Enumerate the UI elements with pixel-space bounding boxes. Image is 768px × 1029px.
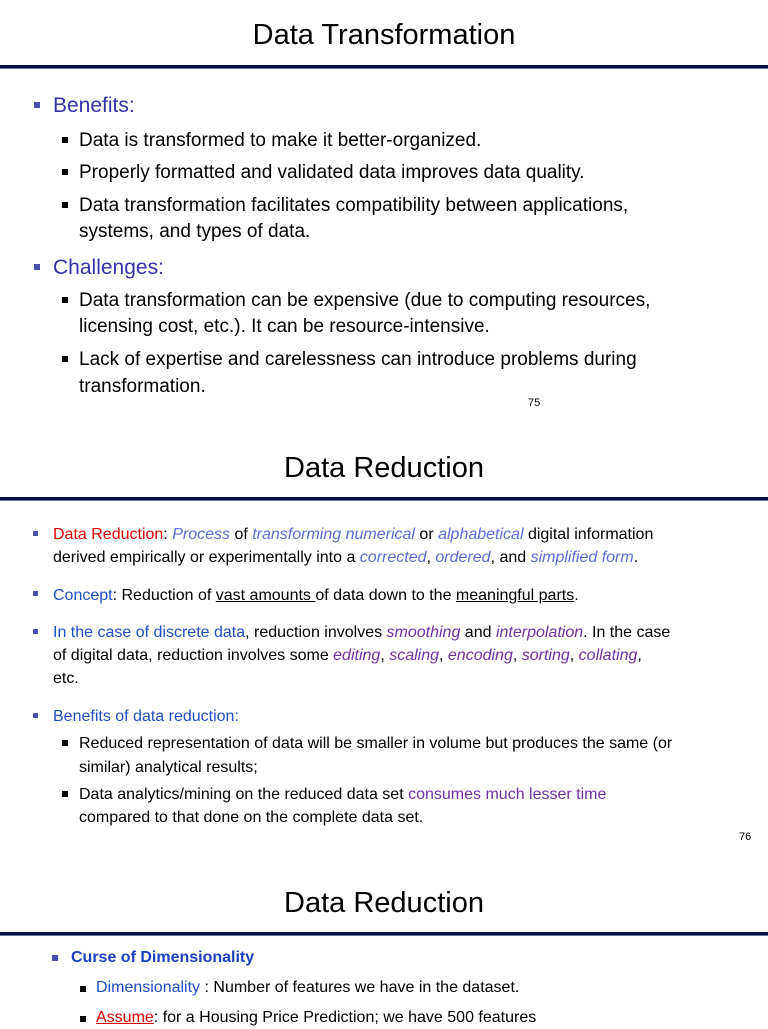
text: .: [574, 587, 579, 604]
slide-title: Data Reduction: [284, 452, 484, 484]
term-data-reduction: Data Reduction: [53, 526, 164, 543]
slide-title: Data Transformation: [252, 19, 516, 51]
term-transforming: transforming numerical: [252, 526, 415, 543]
term-concept: Concept: [53, 587, 113, 604]
text: or: [414, 526, 439, 543]
reduction-benefit-item-cont: similar) analytical results;: [79, 759, 258, 776]
text: : Reduction of: [112, 587, 216, 604]
challenge-item-cont: transformation.: [79, 376, 206, 397]
term-alphabetical: alphabetical: [438, 526, 524, 543]
term-meaningful-parts: meaningful parts: [455, 587, 575, 604]
text: : Number of features we have in the dataset.: [200, 979, 520, 996]
benefits-of-reduction-heading: Benefits of data reduction:: [53, 708, 239, 725]
reduction-benefit-item-cont: compared to that done on the complete data set.: [79, 809, 424, 826]
term-interpolation: interpolation: [495, 624, 584, 641]
bullet-icon: [52, 955, 58, 961]
benefit-item-cont: systems, and types of data.: [79, 221, 311, 242]
text: : for a Housing Price Prediction; we have 500 features: [153, 1009, 537, 1026]
term-scaling: scaling: [389, 647, 440, 664]
text: of digital data, reduction involves some: [53, 647, 334, 664]
challenge-item: Data transformation can be expensive (due to computing resources,: [79, 290, 651, 311]
challenge-item-cont: licensing cost, etc.). It can be resource-intensive.: [79, 316, 490, 337]
title-rule: [0, 932, 768, 936]
slide-title: Data Reduction: [284, 887, 484, 919]
text: ,: [569, 647, 579, 664]
text: , reduction involves: [245, 624, 387, 641]
text: digital information: [523, 526, 654, 543]
term-encoding: encoding: [447, 647, 513, 664]
bullet-icon: [80, 986, 86, 992]
challenges-heading: Challenges:: [53, 256, 164, 279]
text: ,: [426, 549, 436, 566]
text: and: [460, 624, 496, 641]
text: , and: [490, 549, 531, 566]
benefit-item: Properly formatted and validated data improves data quality.: [79, 162, 585, 183]
benefits-heading: Benefits:: [53, 94, 135, 117]
bullet-icon: [80, 1016, 86, 1022]
text: .: [633, 549, 639, 566]
term-simplified: simplified form: [530, 549, 634, 566]
page-number: 75: [528, 397, 541, 409]
term-consumes-time: consumes much lesser time: [408, 786, 607, 803]
text: :: [163, 526, 168, 543]
term-vast-amounts: vast amounts: [215, 587, 316, 604]
text: . In the case: [583, 624, 671, 641]
term-discrete-data: In the case of discrete data: [53, 624, 246, 641]
text: of: [230, 526, 253, 543]
discrete-data-line-cont: etc.: [53, 670, 79, 687]
term-sorting: sorting: [521, 647, 570, 664]
assume-line: [96, 1007, 536, 1029]
term-editing: editing: [333, 647, 381, 664]
term-collating: collating: [578, 647, 638, 664]
term-smoothing: smoothing: [386, 624, 461, 641]
reduction-benefit-item: Reduced representation of data will be smaller in volume but produces the same (or: [79, 735, 673, 752]
text: of data down to the: [315, 587, 456, 604]
text: ,: [439, 647, 448, 664]
term-process: Process: [172, 526, 230, 543]
benefit-item: Data transformation facilitates compatibility between applications,: [79, 195, 629, 216]
term-ordered: ordered: [435, 549, 491, 566]
benefit-item: Data is transformed to make it better-organized.: [79, 130, 482, 151]
page-number: 76: [739, 831, 752, 843]
term-assume: Assume: [96, 1009, 154, 1026]
text: ,: [512, 647, 522, 664]
text: ,: [637, 647, 642, 664]
term-dimensionality: Dimensionality: [96, 979, 201, 996]
text: derived empirically or experimentally into a: [53, 549, 360, 566]
dimensionality-line: [96, 977, 519, 999]
curse-of-dimensionality-heading: Curse of Dimensionality: [71, 949, 255, 966]
challenge-item: Lack of expertise and carelessness can introduce problems during: [79, 349, 637, 370]
text: ,: [380, 647, 390, 664]
text: Data analytics/mining on the reduced data set: [79, 786, 409, 803]
term-corrected: corrected: [359, 549, 427, 566]
